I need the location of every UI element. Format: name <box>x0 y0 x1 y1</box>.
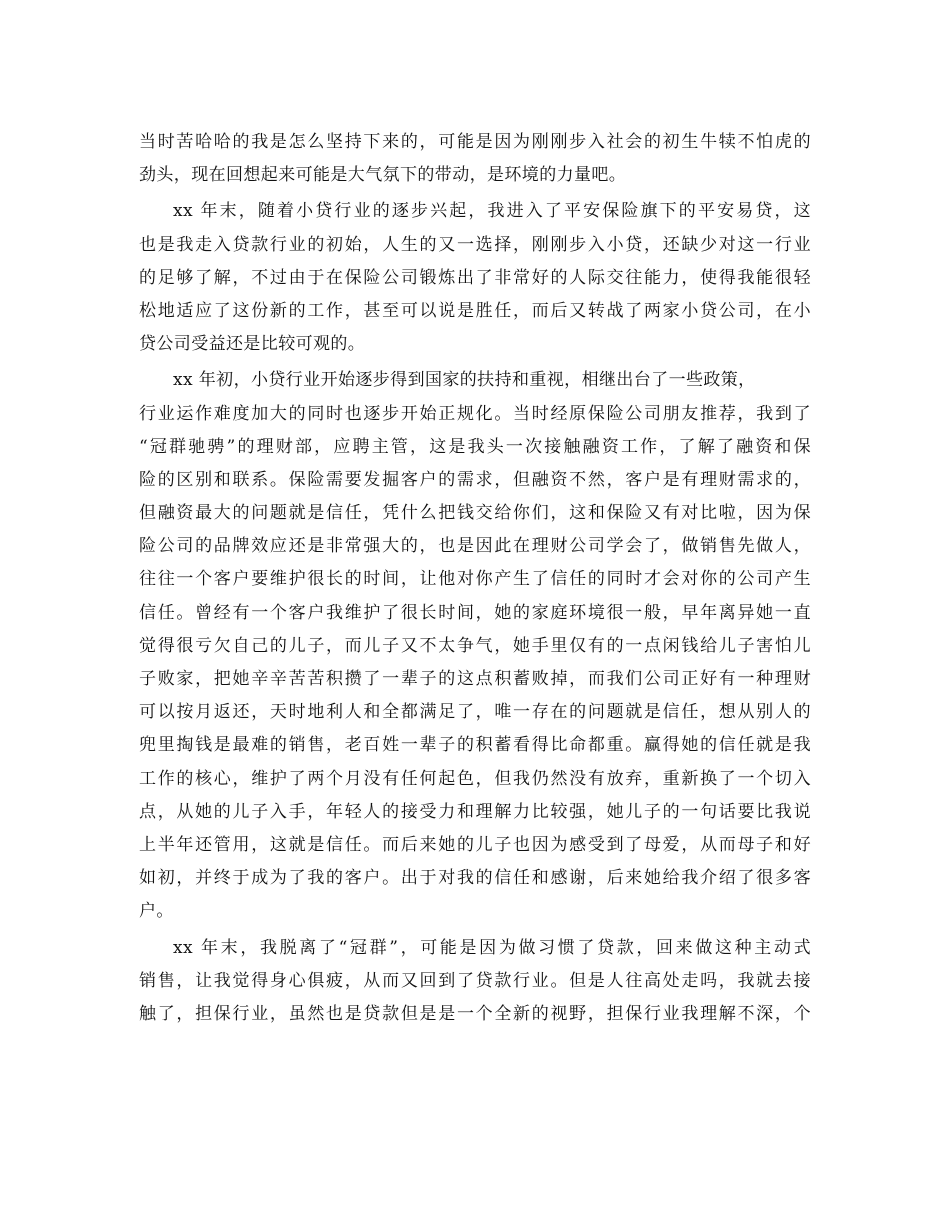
text-line: 劲头，现在回想起来可能是大气氛下的带动，是环境的力量吧。 <box>139 165 627 186</box>
paragraph-4 <box>139 932 811 1032</box>
text-line: 松地适应了这份新的工作，甚至可以说是胜任，而后又转战了两家小贷公司，在小 <box>139 300 811 321</box>
text-line: 也是我走入贷款行业的初始，人生的又一选择，刚刚步入小贷，还缺少对这一行业 <box>139 234 811 255</box>
text-line: 但融资最大的问题就是信任，凭什么把钱交给你们，这和保险又有对比啦，因为保 <box>139 503 811 524</box>
text-line: 往往一个客户要维护很长的时间，让他对你产生了信任的同时才会对你的公司产生 <box>139 569 811 590</box>
text-line: 贷公司受益还是比较可观的。 <box>139 334 366 355</box>
text-line: 子败家，把她辛辛苦苦积攒了一辈子的这点积蓄败掉，而我们公司正好有一种理财 <box>139 669 811 689</box>
text-line: 如初，并终于成为了我的客户。出于对我的信任和感谢，后来她给我介绍了很多客 <box>139 868 811 889</box>
text-line: 触了，担保行业，虽然也是贷款但是是一个全新的视野，担保行业我理解不深，个 <box>139 1003 811 1024</box>
text-line: 行业运作难度加大的同时也逐步开始正规化。当时经原保险公司朋友推荐，我到了 <box>139 403 811 424</box>
text-line: 觉得很亏欠自己的儿子，而儿子又不太争气，她手里仅有的一点闲钱给儿子害怕儿 <box>139 635 811 656</box>
text-line: 兜里掏钱是最难的销售，老百姓一辈子的积蓄看得比命都重。赢得她的信任就是我 <box>139 735 811 756</box>
text-line: xx 年初，小贷行业开始逐步得到国家的扶持和重视，相继出台了一些政策， <box>173 370 756 391</box>
text-line: “冠群驰骋”的理财部，应聘主管，这是我头一次接触融资工作，了解了融资和保 <box>139 436 811 457</box>
paragraph-1 <box>139 126 811 192</box>
text-line: 险的区别和联系。保险需要发掘客户的需求，但融资不然，客户是有理财需求的， <box>139 469 811 490</box>
text-line: 户。 <box>139 901 174 922</box>
text-line: 可以按月返还，天时地利人和全都满足了，唯一存在的问题就是信任，想从别人的 <box>139 702 811 723</box>
text-line: 的足够了解，不过由于在保险公司锻炼出了非常好的人际交往能力，使得我能很轻 <box>139 267 811 288</box>
text-line: 销售，让我觉得身心俱疲，从而又回到了贷款行业。但是人往高处走吗，我就去接 <box>139 970 811 991</box>
text-line: 当时苦哈哈的我是怎么坚持下来的，可能是因为刚刚步入社会的初生牛犊不怕虎的 <box>139 132 811 152</box>
text-line: 险公司的品牌效应还是非常强大的，也是因此在理财公司学会了，做销售先做人， <box>139 536 811 557</box>
text-line: 信任。曾经有一个客户我维护了很长时间，她的家庭环境很一般，早年离异她一直 <box>139 602 811 623</box>
text-line: xx 年末，我脱离了“冠群”，可能是因为做习惯了贷款，回来做这种主动式 <box>173 937 811 958</box>
text-line: xx 年末，随着小贷行业的逐步兴起，我进入了平安保险旗下的平安易贷，这 <box>173 201 811 222</box>
text-line: 上半年还管用，这就是信任。而后来她的儿子也因为感受到了母爱，从而母子和好 <box>139 834 811 855</box>
document-body <box>139 126 811 1031</box>
paragraph-2 <box>139 195 811 361</box>
text-line: 工作的核心，维护了两个月没有任何起色，但我仍然没有放弃，重新换了一个切入 <box>139 768 811 789</box>
paragraph-3 <box>139 364 811 928</box>
text-line: 点，从她的儿子入手，年轻人的接受力和理解力比较强，她儿子的一句话要比我说 <box>139 801 811 822</box>
